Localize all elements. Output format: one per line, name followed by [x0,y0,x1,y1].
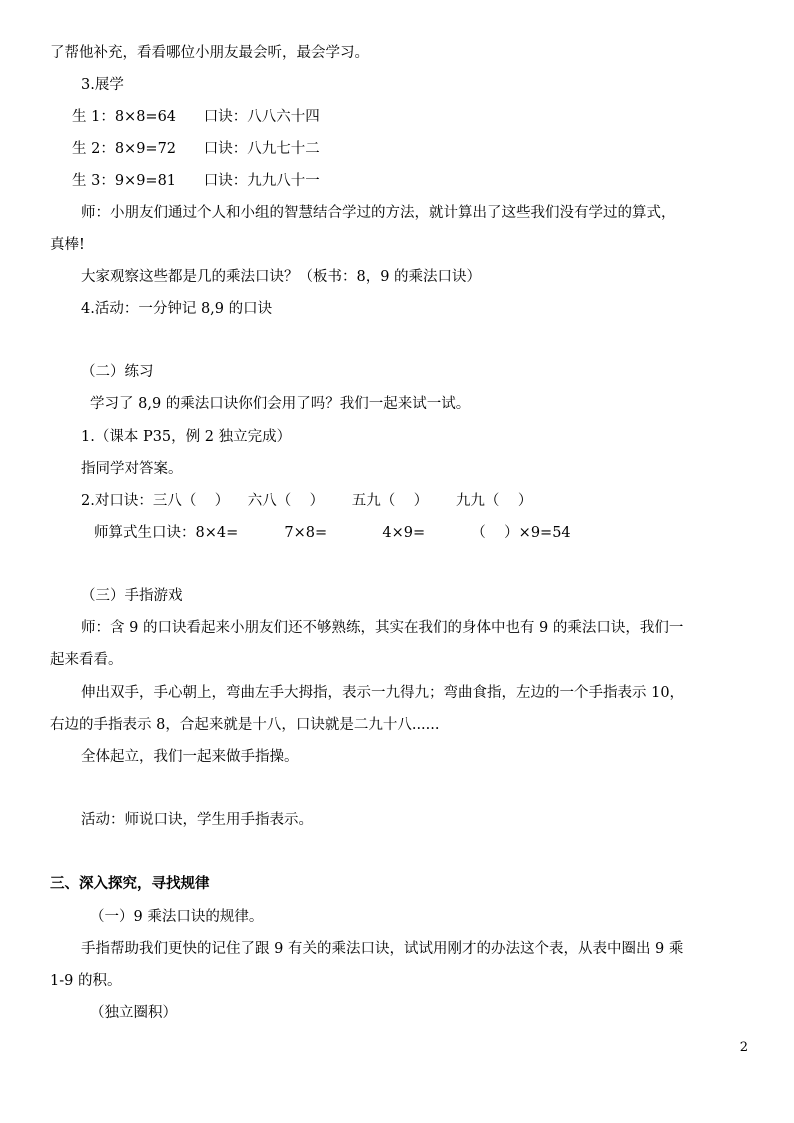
subsection-heading-rule: （一）9 乘法口诀的规律。 [90,909,264,925]
paragraph-line: 起来看看。 [50,652,123,668]
paragraph-line: 了帮他补充，看看哪位小朋友最会听，最会学习。 [50,45,369,61]
page-number: 2 [739,1040,748,1055]
student-answer-2: 生 2：8×9=72 口诀：八九七十二 [72,141,320,157]
section-item-4: 4.活动：一分钟记 8,9 的口诀 [81,301,273,317]
paragraph-line: （独立圈积） [90,1005,177,1021]
exercise-item-1: 1.（课本 P35，例 2 独立完成） [81,429,292,445]
subsection-heading-practice: （二）练习 [81,364,154,380]
exercise-item-2: 2.对口诀：三八（ ） 六八（ ） 五九（ ） 九九（ ） [81,493,533,509]
paragraph-line: 真棒! [50,237,85,253]
paragraph-line: 指同学对答案。 [81,461,183,477]
student-answer-1: 生 1：8×8=64 口诀：八八六十四 [72,109,320,125]
teacher-line: 师：小朋友们通过个人和小组的智慧结合学过的方法，就计算出了这些我们没有学过的算式， [81,205,676,221]
section-heading-3: 三、深入探究，寻找规律 [50,875,210,892]
section-item-3: 3.展学 [81,77,124,93]
teacher-line: 师：含 9 的口诀看起来小朋友们还不够熟练，其实在我们的身体中也有 9 的乘法口诀，我们一 [81,620,684,636]
paragraph-line: 全体起立，我们一起来做手指操。 [81,749,299,765]
paragraph-line: 右边的手指表示 8，合起来就是十八，口诀就是二九十八...... [50,717,440,733]
paragraph-line: 伸出双手，手心朝上，弯曲左手大拇指，表示一九得九；弯曲食指，左边的一个手指表示 10， [81,685,685,701]
paragraph-line: 大家观察这些都是几的乘法口诀？（板书：8，9 的乘法口诀） [81,269,482,285]
student-answer-3: 生 3：9×9=81 口诀：九九八十一 [72,173,320,189]
paragraph-line: 学习了 8,9 的乘法口诀你们会用了吗？我们一起来试一试。 [90,396,471,412]
paragraph-line: 手指帮助我们更快的记住了跟 9 有关的乘法口诀，试试用刚才的办法这个表，从表中圈出 9 乘 [81,941,684,957]
paragraph-line: 1-9 的积。 [50,973,122,989]
exercise-item-2-equations: 师算式生口诀：8×4= 7×8= 4×9= （ ）×9=54 [94,525,571,541]
subsection-heading-finger-game: （三）手指游戏 [81,588,183,604]
activity-line: 活动：师说口诀，学生用手指表示。 [81,812,313,828]
